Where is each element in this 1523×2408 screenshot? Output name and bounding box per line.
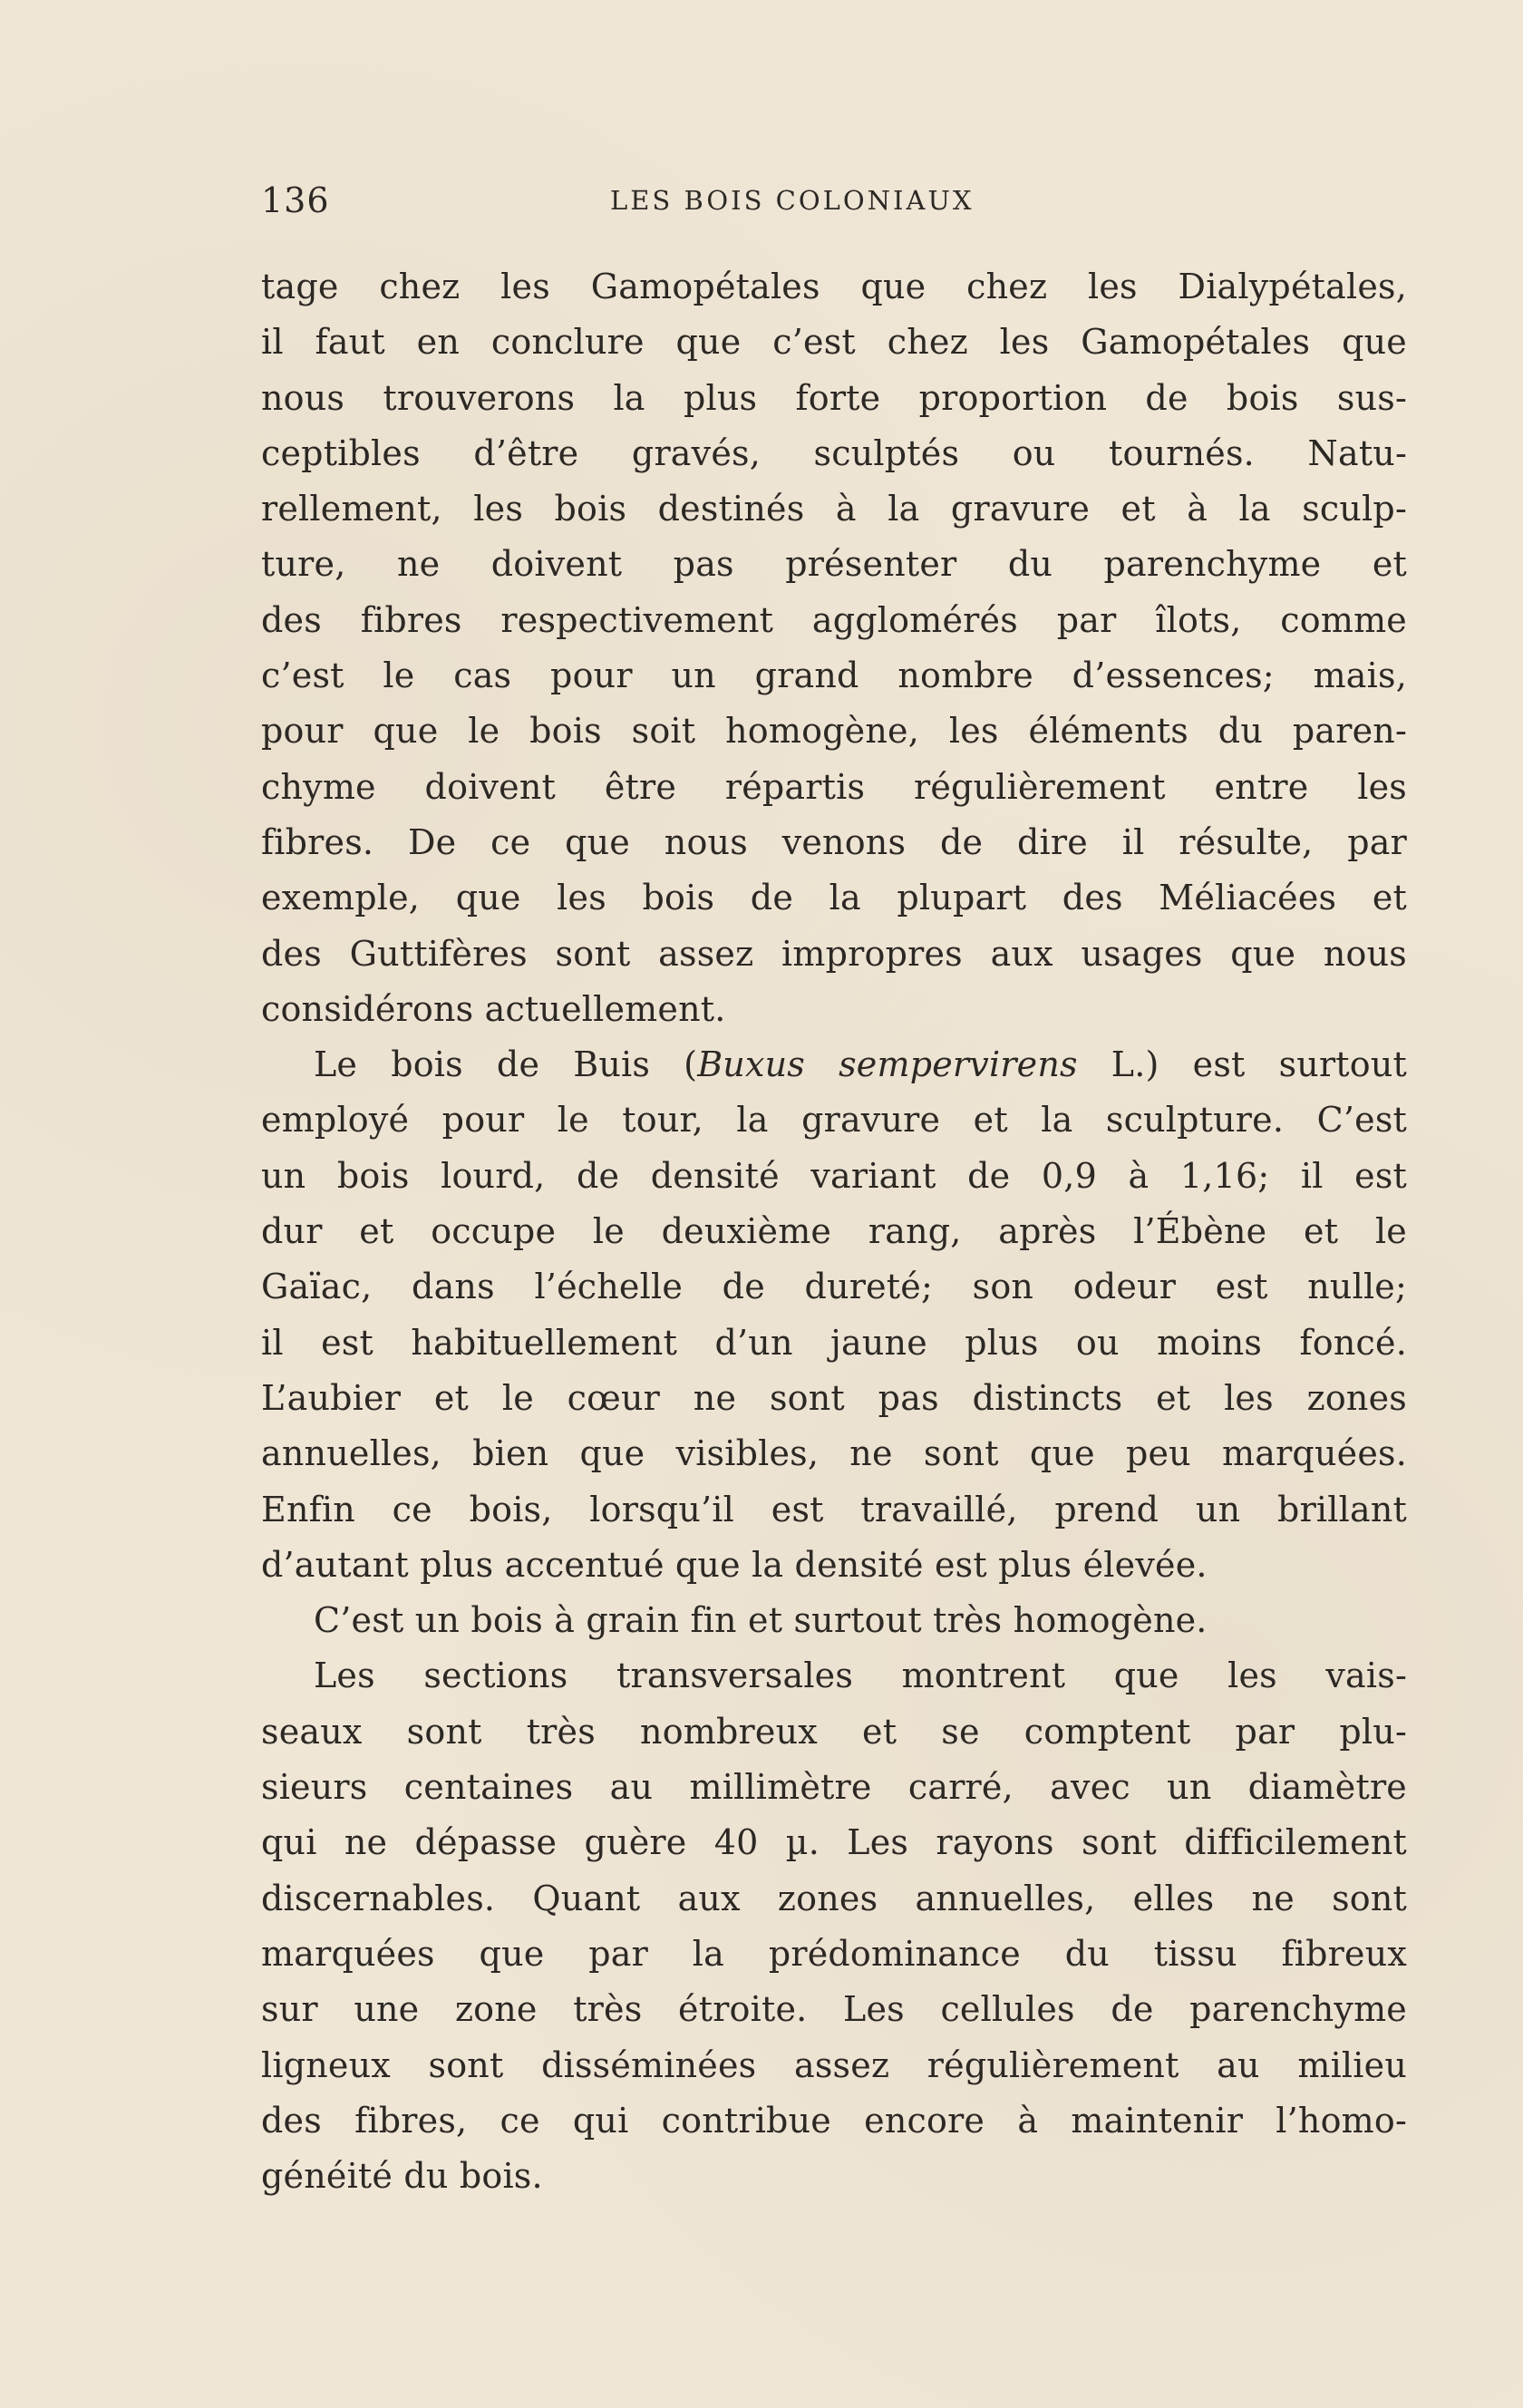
text-line: sieurs centaines au millimètre carré, avec un diamètre: [261, 1767, 1407, 1808]
text-line: considérons actuellement.: [261, 988, 726, 1029]
text-line: Gaïac, dans l’échelle de dureté; son odeur est nulle;: [261, 1267, 1407, 1307]
text-line: pour que le bois soit homogène, les éléments du paren-: [261, 711, 1407, 752]
text-line: annuelles, bien que visibles, ne sont que peu marquées.: [261, 1433, 1407, 1474]
text-line: discernables. Quant aux zones annuelles, elles ne sont: [261, 1878, 1407, 1918]
text-line: c’est le cas pour un grand nombre d’essences; mais,: [261, 655, 1407, 696]
text-line: chyme doivent être répartis régulièrement entre les: [261, 766, 1407, 807]
text-line: un bois lourd, de densité variant de 0,9 à 1,16; il est: [261, 1155, 1407, 1196]
text-line: L’aubier et le cœur ne sont pas distincts et les zones: [261, 1377, 1407, 1418]
text-line: seaux sont très nombreux et se comptent par plu-: [261, 1711, 1407, 1752]
text-line: généité du bois.: [261, 2156, 543, 2197]
text-line: ture, ne doivent pas présenter du parenchyme et: [261, 544, 1407, 585]
page-number: 136: [261, 180, 330, 220]
text-line: qui ne dépasse guère 40 µ. Les rayons sont difficilement: [261, 1822, 1407, 1863]
running-title: LES BOIS COLONIAUX: [610, 185, 975, 216]
text-line: dur et occupe le deuxième rang, après l’Ébène et le: [261, 1211, 1407, 1252]
text-line-species: [261, 1037, 1407, 1092]
text-line: il est habituellement d’un jaune plus ou moins foncé.: [261, 1322, 1407, 1363]
text-line: exemple, que les bois de la plupart des Méliacées et: [261, 878, 1407, 918]
text-line: des fibres respectivement agglomérés par îlots, comme: [261, 599, 1407, 640]
text-line: ligneux sont disséminées assez régulièrement au milieu: [261, 2044, 1407, 2085]
text-line: des fibres, ce qui contribue encore à maintenir l’homo-: [261, 2100, 1407, 2141]
running-head: [261, 180, 1189, 221]
text-line: nous trouverons la plus forte proportion de bois sus-: [261, 377, 1407, 418]
body-text: [261, 259, 1407, 2204]
species-line-before: Le bois de Buis (: [314, 1044, 698, 1085]
text-line: sur une zone très étroite. Les cellules de parenchyme: [261, 1989, 1407, 2030]
species-line-after: L.) est surtout: [1077, 1044, 1407, 1085]
text-line: tage chez les Gamopétales que chez les Dialypétales,: [261, 267, 1407, 306]
text-line: fibres. De ce que nous venons de dire il résulte, par: [261, 821, 1407, 862]
text-line: rellement, les bois destinés à la gravure et à la sculp-: [261, 489, 1407, 529]
text-line: Enfin ce bois, lorsqu’il est travaillé, prend un brillant: [261, 1489, 1407, 1529]
text-line: ceptibles d’être gravés, sculptés ou tournés. Natu-: [261, 432, 1407, 473]
text-line: des Guttifères sont assez impropres aux usages que nous: [261, 933, 1407, 974]
text-line: Les sections transversales montrent que les vais-: [314, 1656, 1407, 1696]
text-line: employé pour le tour, la gravure et la sculpture. C’est: [261, 1100, 1407, 1141]
species-name: Buxus sempervirens: [697, 1044, 1078, 1085]
text-line: C’est un bois à grain fin et surtout très homogène.: [314, 1600, 1208, 1641]
text-line: marquées que par la prédominance du tissu fibreux: [261, 1933, 1407, 1974]
text-line: d’autant plus accentué que la densité est plus élevée.: [261, 1544, 1208, 1585]
text-line: il faut en conclure que c’est chez les Gamopétales que: [261, 322, 1407, 363]
